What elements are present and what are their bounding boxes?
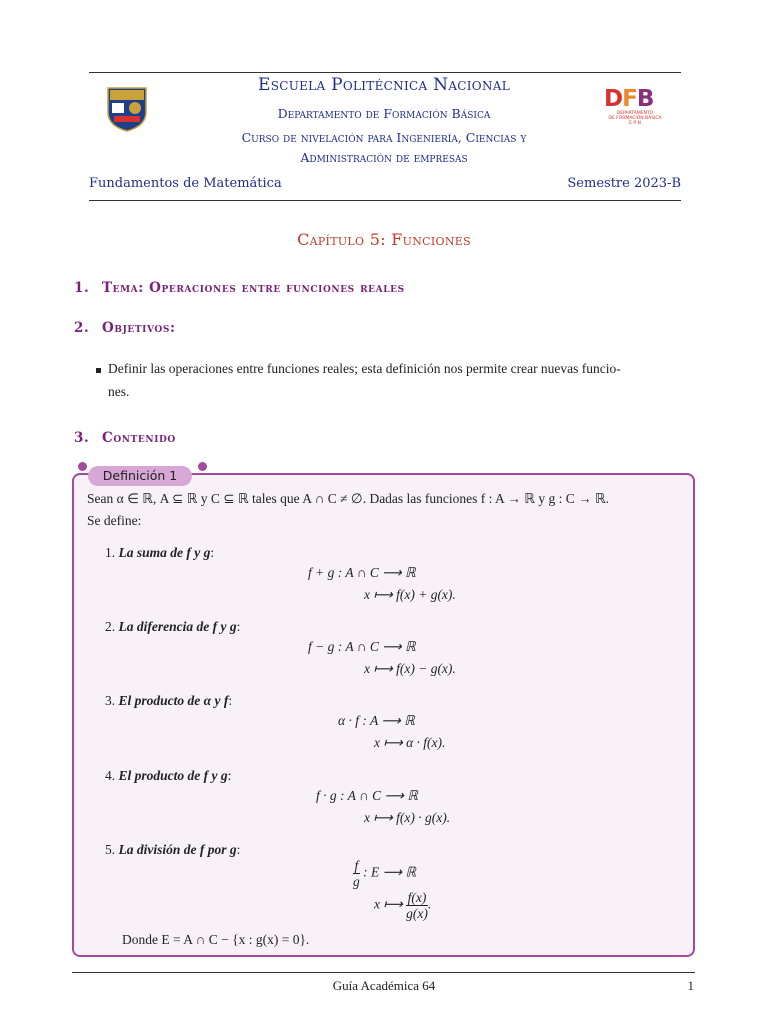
course-line-2: Administración de empresas: [300, 150, 468, 165]
definition-intro-line-1: Sean α ∈ ℝ, A ⊆ ℝ y C ⊆ ℝ tales que A ∩ C ≠ ∅. Dadas las funciones f : A → ℝ y g : C → ℝ.: [87, 491, 610, 506]
division-codomain: : E ⟶ ℝ: [363, 864, 417, 880]
item-title: La división de f por g: [118, 842, 237, 857]
difference-map-line-1: f − g : A ∩ C ⟶ ℝ: [308, 639, 416, 654]
division-domain-note: Donde E = A ∩ C − {x : g(x) = 0}.: [122, 932, 310, 947]
dfb-logo-caption-2: DE FORMACIÓN BÁSICA: [608, 116, 662, 121]
chapter-title: Capítulo 5: Funciones: [297, 230, 471, 249]
definition-label: Definición 1: [88, 466, 192, 486]
fraction-denominator: g: [353, 874, 360, 889]
subject-name: Fundamentos de Matemática: [89, 176, 282, 191]
footer-title: Guía Académica 64: [332, 978, 436, 993]
scalar-product-map-line-1: α · f : A ⟶ ℝ: [338, 713, 415, 728]
header-top-rule: [89, 72, 681, 73]
footer-rule: [72, 972, 695, 973]
difference-map-line-2: x ⟼ f(x) − g(x).: [364, 661, 456, 676]
section-number: 2.: [74, 320, 90, 336]
dfb-logo: [604, 87, 666, 133]
definition-tab-dot-right: [198, 462, 207, 471]
section-number: 3.: [74, 430, 90, 446]
division-value-fraction: [406, 890, 428, 921]
section-title: Objetivos:: [102, 320, 176, 336]
header-bottom-rule: [89, 200, 681, 201]
scalar-product-map-line-2: x ⟼ α · f(x).: [374, 735, 446, 750]
division-map-tail: .: [427, 896, 432, 912]
product-map-line-2: x ⟼ f(x) · g(x).: [364, 810, 451, 825]
page-number: 1: [687, 978, 694, 993]
dfb-logo-caption-1: DEPARTAMENTO: [616, 111, 654, 116]
section-topic: [74, 280, 405, 296]
item-title: El producto de f y g: [118, 768, 228, 783]
definition-tab-dot-left: [78, 462, 87, 471]
dfb-logo-caption-3: E P N: [629, 121, 641, 126]
item-number: 2.: [105, 619, 116, 634]
definition-item-division: 5. La división de f por g:: [105, 842, 241, 857]
sum-map-line-1: f + g : A ∩ C ⟶ ℝ: [308, 565, 416, 580]
section-number: 1.: [74, 280, 90, 296]
item-title: La suma de f y g: [118, 545, 211, 560]
definition-intro-line-2: Se define:: [87, 513, 142, 528]
fraction-numerator: f: [354, 858, 359, 873]
division-fraction: [353, 858, 360, 889]
semester-label: Semestre 2023-B: [567, 176, 681, 191]
division-map-line-2: [374, 890, 431, 921]
section-title: Tema: Operaciones entre funciones reales: [102, 280, 405, 296]
division-map-lead: x ⟼: [374, 896, 403, 912]
bullet-icon: [96, 368, 101, 373]
item-title: El producto de α y f: [118, 693, 229, 708]
objective-text-line-1: Definir las operaciones entre funciones reales; esta definición nos permite crear nuevas funcio-: [108, 361, 621, 376]
definition-item-difference: 2. La diferencia de f y g:: [105, 619, 241, 634]
department-name: Departamento de Formación Básica: [277, 106, 491, 121]
item-title: La diferencia de f y g: [118, 619, 237, 634]
item-number: 1.: [105, 545, 116, 560]
product-map-line-1: f · g : A ∩ C ⟶ ℝ: [316, 788, 418, 803]
section-content: [74, 430, 176, 446]
school-name: Escuela Politécnica Nacional: [258, 75, 510, 95]
course-line-1: Curso de nivelación para Ingeniería, Ciencias y: [241, 130, 527, 145]
item-number: 3.: [105, 693, 116, 708]
dfb-logo-mark: DFB: [604, 86, 654, 112]
section-objectives: [74, 320, 176, 336]
item-number: 4.: [105, 768, 116, 783]
objective-text-line-2: nes.: [108, 384, 130, 399]
item-number: 5.: [105, 842, 116, 857]
definition-item-scalar-product: 3. El producto de α y f:: [105, 693, 233, 708]
division-map-line-1: [353, 858, 416, 889]
fraction-numerator: f(x): [407, 890, 427, 905]
fraction-denominator: g(x): [406, 906, 428, 921]
definition-item-product: 4. El producto de f y g:: [105, 768, 232, 783]
definition-item-sum: 1. La suma de f y g:: [105, 545, 215, 560]
sum-map-line-2: x ⟼ f(x) + g(x).: [364, 587, 456, 602]
section-title: Contenido: [102, 430, 176, 446]
